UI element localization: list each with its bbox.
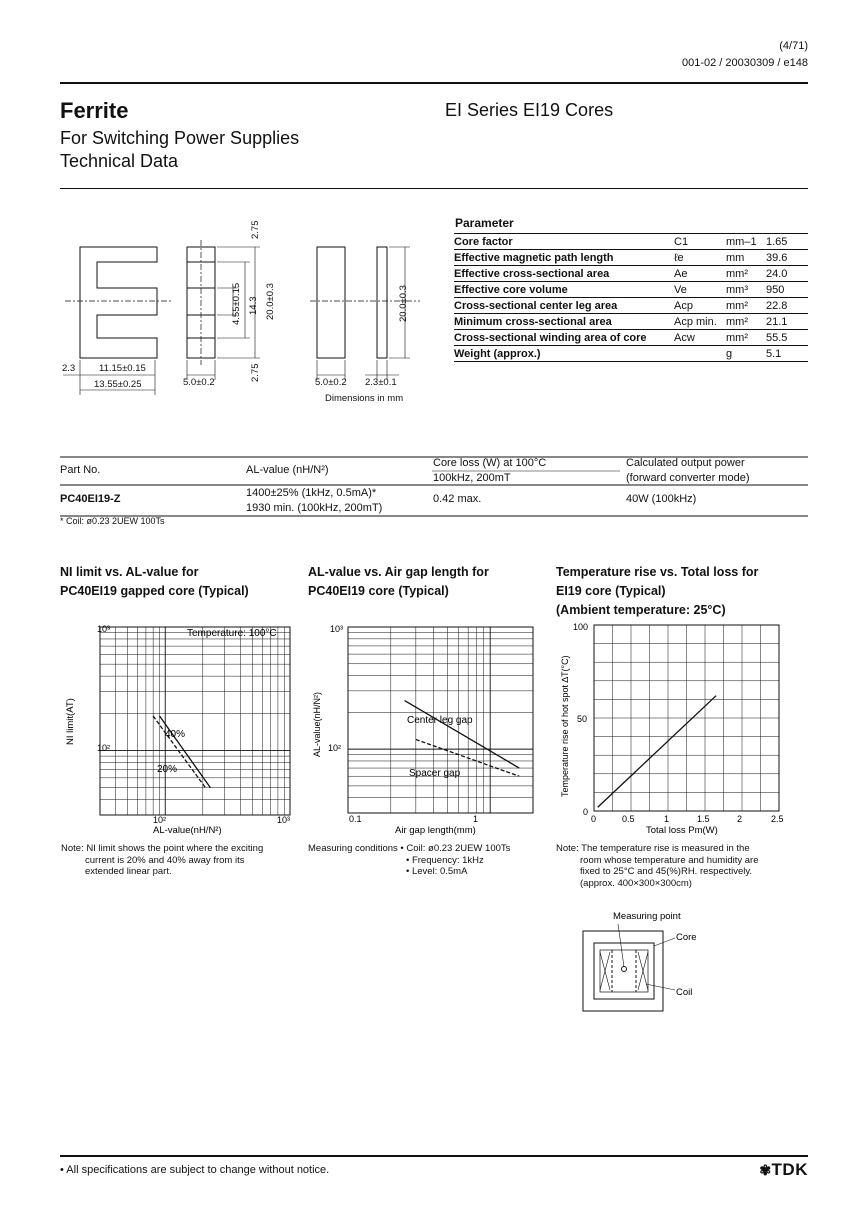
g3-xtick-2: 2 <box>737 814 743 824</box>
g3-xtick-1-5: 1.5 <box>697 814 710 824</box>
i-core-front <box>317 247 345 358</box>
graph1-title-line1: NI limit vs. AL-value for <box>60 565 199 579</box>
g3-xlabel: Total loss Pm(W) <box>646 825 718 836</box>
footer-rule <box>60 1155 808 1157</box>
g3-xtick-2-5: 2.5 <box>771 814 784 824</box>
g2-ytick-mid: 10² <box>328 743 342 753</box>
tdk-logo-icon: ✾ <box>759 1162 772 1178</box>
i-core-side <box>377 247 387 358</box>
table-row: Effective core volume Ve mm³ 950 <box>454 282 808 298</box>
g2-series-center-leg <box>405 701 520 769</box>
g2-note-1: Measuring conditions • Coil: ø0.23 2UEW 100Ts <box>308 843 511 854</box>
dim-2-75-top: 2.75 <box>250 220 261 239</box>
g2-label-spacer: Spacer gap <box>409 768 461 779</box>
footer-notice: • All specifications are subject to change without notice. <box>60 1164 330 1176</box>
dim-2-75-bottom: 2.75 <box>250 363 261 382</box>
dim-20-0-a: 20.0±0.3 <box>265 283 276 320</box>
graph2-series <box>405 701 520 777</box>
g3-ytick-100: 100 <box>573 622 589 632</box>
output-power-value: 40W (100kHz) <box>626 493 697 505</box>
al-value-1: 1400±25% (1kHz, 0.5mA)* <box>246 487 377 499</box>
top-rule <box>60 82 808 84</box>
graph3-chart <box>551 615 801 840</box>
measuring-setup-diagram <box>580 906 700 1016</box>
graph1-grid <box>100 627 290 815</box>
parameter-table <box>454 233 808 362</box>
drawing-caption: Dimensions in mm <box>325 393 404 404</box>
col-core-loss-1: Core loss (W) at 100°C <box>433 457 547 469</box>
dim-4-55: 4.55±0.15 <box>231 282 242 325</box>
g1-label-40: 40% <box>165 729 186 740</box>
graph3-title-line1: Temperature rise vs. Total loss for <box>556 565 759 579</box>
g1-ytick-top: 10³ <box>97 624 111 634</box>
col-al-value: AL-value (nH/N²) <box>246 464 329 476</box>
parameter-title: Parameter <box>455 216 514 230</box>
graph2-title-line2: PC40EI19 core (Typical) <box>308 584 449 598</box>
graph1-note <box>61 843 263 878</box>
g2-xtick-1: 0.1 <box>349 814 362 824</box>
graph2-title <box>308 563 489 601</box>
g1-note-3: extended linear part. <box>85 866 172 877</box>
page-title: Ferrite <box>60 98 129 123</box>
graph3-grid <box>594 625 779 811</box>
g3-ytick-50: 50 <box>577 714 588 724</box>
table-row: Effective magnetic path length ℓe mm 39.6 <box>454 250 808 266</box>
dim-11-15: 11.15±0.15 <box>99 363 146 374</box>
g2-xlabel: Air gap length(mm) <box>395 825 476 836</box>
doc-code: 001-02 / 20030309 / e148 <box>681 57 808 69</box>
tdk-logo <box>759 1160 808 1180</box>
dim-14-3: 14.3 <box>248 296 259 315</box>
g1-ytick-mid: 10² <box>97 743 111 753</box>
g1-label-20: 20% <box>157 764 178 775</box>
table-row: Effective cross-sectional area Ae mm² 24.0 <box>454 266 808 282</box>
core-loss-value: 0.42 max. <box>433 493 482 505</box>
graph2-title-line1: AL-value vs. Air gap length for <box>308 565 489 579</box>
g1-temp-label: Temperature: 100°C <box>187 628 277 639</box>
setup-measuring-point <box>622 967 627 972</box>
dim-13-55: 13.55±0.25 <box>94 379 142 390</box>
table-row: Weight (approx.) g 5.1 <box>454 346 808 362</box>
dim-2-3: 2.3 <box>62 363 76 374</box>
graph1-title <box>60 563 249 601</box>
setup-label-coil: Coil <box>676 987 693 998</box>
table-row: Minimum cross-sectional area Acp min. mm² 21.1 <box>454 314 808 330</box>
page-header-info <box>682 38 808 72</box>
g2-xtick-2: 1 <box>473 814 479 824</box>
g1-xtick-2: 10³ <box>277 815 291 825</box>
graph1-title-line2: PC40EI19 gapped core (Typical) <box>60 584 249 598</box>
parts-footnote: * Coil: ø0.23 2UEW 100Ts <box>60 516 165 526</box>
g1-series-40 <box>153 716 205 788</box>
g3-ylabel: Temperature rise of hot spot ∆T(°C) <box>560 655 570 797</box>
g1-ylabel: NI limit(AT) <box>65 698 76 745</box>
subtitle-line-2: Technical Data <box>60 151 179 171</box>
setup-label-core: Core <box>676 932 697 943</box>
dim-5-0-a: 5.0±0.2 <box>183 377 215 388</box>
g2-label-center: Center leg gap <box>407 715 473 726</box>
g3-xtick-1: 1 <box>664 814 670 824</box>
page-subtitle <box>60 127 299 173</box>
g3-note-4: (approx. 400×300×300cm) <box>580 877 692 889</box>
al-value-2: 1930 min. (100kHz, 200mT) <box>246 502 383 514</box>
g3-note-3: fixed to 25°C and 45(%)RH. respectively. <box>580 866 753 877</box>
series-title: EI Series EI19 Cores <box>445 100 614 120</box>
header-bottom-rule <box>60 188 808 189</box>
g2-ytick-top: 10³ <box>330 624 344 634</box>
dim-5-0-b: 5.0±0.2 <box>315 377 347 388</box>
table-row: Cross-sectional center leg area Acp mm² 22.8 <box>454 298 808 314</box>
table-row: Cross-sectional winding area of core Acw mm² 55.5 <box>454 330 808 346</box>
col-power-2: (forward converter mode) <box>626 472 750 484</box>
subtitle-line-1: For Switching Power Supplies <box>60 128 300 148</box>
g3-xtick-0-5: 0.5 <box>622 814 635 824</box>
core-dimension-drawing <box>55 210 450 410</box>
col-part-no: Part No. <box>60 464 101 476</box>
g1-note-2: current is 20% and 40% away from its <box>85 854 245 866</box>
g3-note-1: Note: The temperature rise is measured in the <box>556 843 750 854</box>
g3-xtick-0: 0 <box>591 814 597 824</box>
g2-note-3: • Level: 0.5mA <box>406 866 468 877</box>
graph3-series <box>598 696 716 808</box>
dim-2-3-b: 2.3±0.1 <box>365 377 397 388</box>
part-number: PC40EI19-Z <box>60 493 121 505</box>
g3-ytick-0: 0 <box>583 807 589 817</box>
e-core-outline <box>80 247 157 358</box>
graph2-chart <box>303 615 548 840</box>
g1-xlabel: AL-value(nH/N²) <box>153 825 222 836</box>
dim-20-0-b: 20.0±0.3 <box>398 285 409 322</box>
col-core-loss-2: 100kHz, 200mT <box>433 472 511 484</box>
g3-note-2: room whose temperature and humidity are <box>580 854 759 866</box>
table-row: Core factor C1 mm–1 1.65 <box>454 234 808 250</box>
g1-note-1: Note: NI limit shows the point where the exciting <box>61 843 264 854</box>
graph3-title-line3: (Ambient temperature: 25°C) <box>556 603 726 617</box>
graph1-chart <box>55 615 300 840</box>
graph3-note <box>556 843 758 889</box>
col-power-1: Calculated output power <box>626 457 745 469</box>
page-number: (4/71) <box>779 40 808 52</box>
g2-ylabel: AL-value(nH/N²) <box>312 691 322 757</box>
graph3-title-line2: EI19 core (Typical) <box>556 584 666 598</box>
g1-frame <box>100 627 290 815</box>
graph3-title <box>556 563 758 620</box>
g1-xtick-1: 10² <box>153 815 167 825</box>
graph1-series <box>153 716 210 788</box>
g3-series-temp-rise <box>598 696 716 808</box>
tdk-logo-text: TDK <box>771 1160 808 1179</box>
g2-note-2: • Frequency: 1kHz <box>406 854 484 866</box>
setup-label-measuring-point: Measuring point <box>613 911 681 922</box>
graph2-note <box>308 843 510 878</box>
